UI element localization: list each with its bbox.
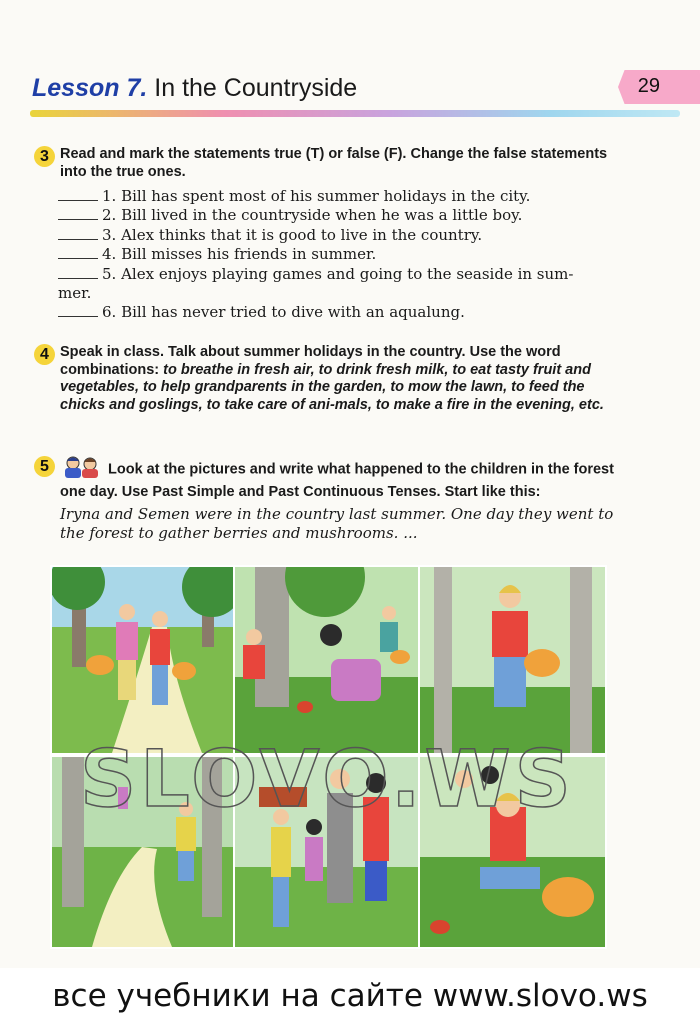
exercise-number: 4 <box>34 344 55 365</box>
exercise-3 <box>34 146 624 323</box>
lesson-number: Lesson 7. <box>32 74 148 102</box>
exercise-instruction: Speak in class. Talk about summer holidays in the country. Use the word combinations: to breathe in fresh air, to drink fresh milk, to eat tasty fruit and vegetables, to help grandparents in the garden, to mow the lawn, to feed the chicks and goslings, to take care of ani-mals, to make a fire in the evening, etc. <box>60 344 604 413</box>
header-rainbow-bar <box>30 110 680 117</box>
answer-blank[interactable] <box>58 207 98 220</box>
picture-panel-3 <box>418 565 607 755</box>
exercise-instruction: Read and mark the statements true (T) or false (F). Change the false statements into the true ones. <box>60 146 608 180</box>
exercise-5 <box>34 456 624 543</box>
picture-panel-5 <box>233 755 420 949</box>
statement-list <box>58 187 624 323</box>
answer-blank[interactable] <box>58 304 98 317</box>
answer-blank[interactable] <box>58 188 98 201</box>
exercise-4 <box>34 344 624 414</box>
picture-panel-2 <box>233 565 420 755</box>
exercise-number: 3 <box>34 146 55 167</box>
footer-site-text: все учебники на сайте www.slovo.ws <box>0 968 700 1024</box>
statement: 2. Bill lived in the countryside when he was a little boy. <box>58 206 624 225</box>
picture-panel-6 <box>418 755 607 949</box>
page-number: 29 <box>637 75 660 97</box>
statement: 6. Bill has never tried to dive with an aqualung. <box>58 303 624 322</box>
statement: 1. Bill has spent most of his summer holidays in the city. <box>58 187 624 206</box>
picture-panel-4 <box>50 755 235 949</box>
lesson-title <box>32 74 357 103</box>
exercise-number: 5 <box>34 456 55 477</box>
statement: 3. Alex thinks that it is good to live in the country. <box>58 226 624 245</box>
pair-work-icon <box>60 456 104 484</box>
lesson-header <box>32 70 700 110</box>
start-text: Iryna and Semen were in the country last summer. One day they went to the forest to gather berries and mushrooms. ... <box>60 505 614 542</box>
answer-blank[interactable] <box>58 266 98 279</box>
statement: 5. Alex enjoys playing games and going to the seaside in sum- <box>58 265 624 284</box>
answer-blank[interactable] <box>58 246 98 259</box>
statement: 4. Bill misses his friends in summer. <box>58 245 624 264</box>
statement-continuation: mer. <box>58 284 92 303</box>
exercise-instruction: Look at the pictures and write what happened to the children in the forest one day. Use Past Simple and Past Continuous Tenses. Start like this: <box>60 456 624 501</box>
picture-story <box>50 565 607 945</box>
picture-panel-1 <box>50 565 235 755</box>
word-combinations: to breathe in fresh air, to drink fresh milk, to eat tasty fruit and vegetables, to help grandparents in the garden, to mow the lawn, to feed the chicks and goslings, to take care of ani-mals, to make a fire in the evening, etc. <box>60 361 604 413</box>
answer-blank[interactable] <box>58 227 98 240</box>
lesson-name: In the Countryside <box>154 74 358 102</box>
